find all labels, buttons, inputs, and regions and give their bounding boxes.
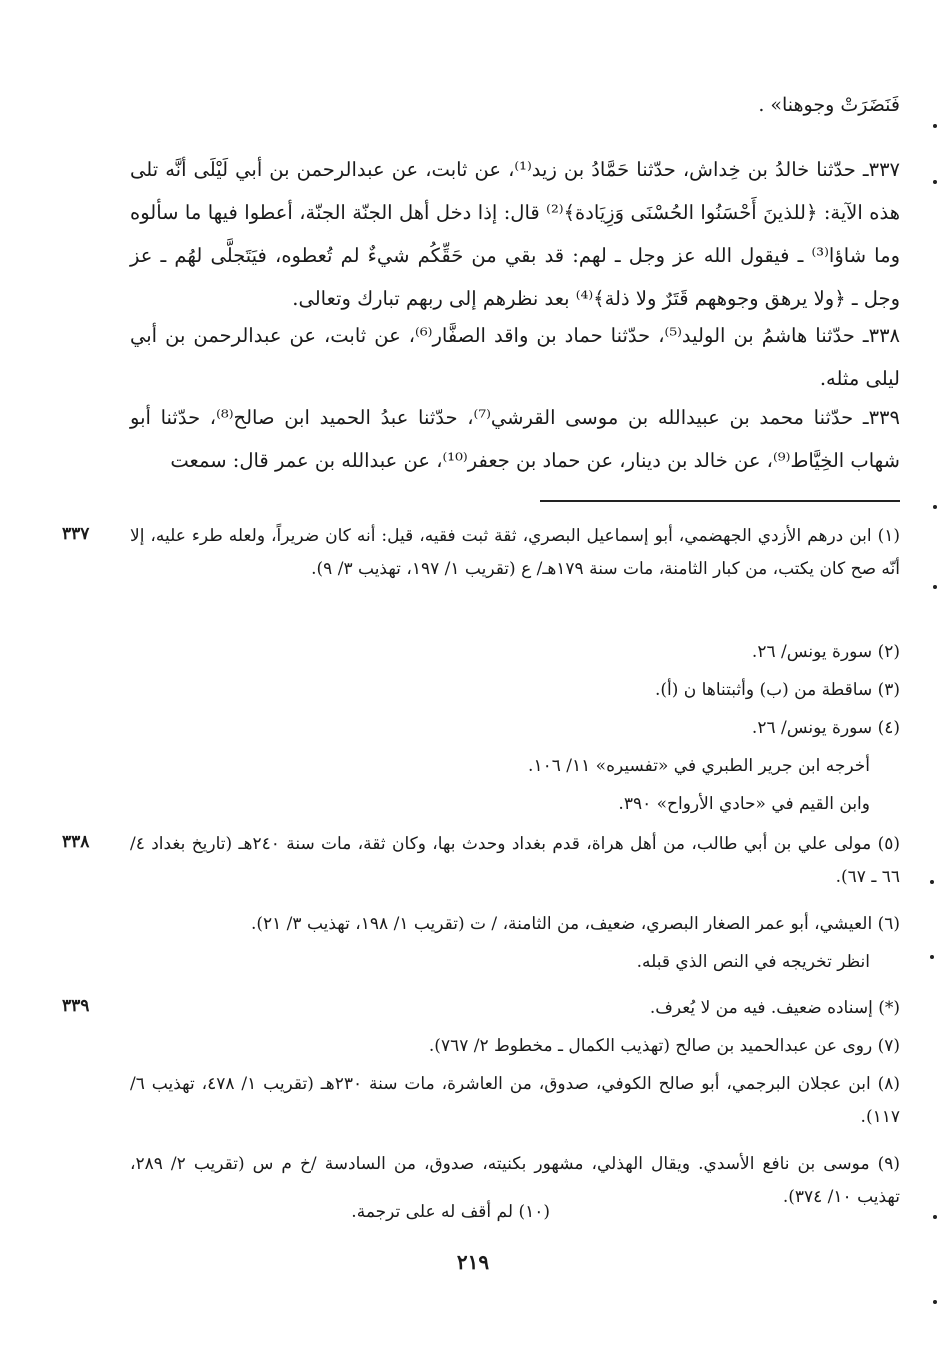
footnote-8: (٨) ابن عجلان البرجمي، أبو صالح الكوفي، صدوق، من العاشرة، مات سنة ٢٣٠هـ (تقريب ١/ ٤٧٨، تهذيب ٦/ ١١٧). xyxy=(130,1074,900,1127)
footnote-2: (٢) سورة يونس/ ٢٦. xyxy=(751,642,900,662)
hadith-338: ٣٣٨ـ حدّثنا هاشمُ بن الوليد⁽⁵⁾، حدّثنا حماد بن واقد الصفَّار⁽⁶⁾، عن ثابت، عن عبدالرحمن بن أبي ليلى مثله. xyxy=(130,324,901,390)
footnote-1: (١) ابن درهم الأزدي الجهضمي، أبو إسماعيل البصري، ثقة ثبت فقيه، قيل: أنه كان ضريراً، ولعله طرء عليه، إلا أنّه صح كان يكتب، من كبار الثامنة، مات سنة ١٧٩هـ/ ع (تقريب ١/ ١٩٧، تهذيب ٣/ ٩). xyxy=(130,526,900,579)
footnote-3: (٣) ساقطة من (ب) وأثبتناها ن (أ). xyxy=(654,680,900,700)
scan-speck xyxy=(930,880,934,884)
footnote-4: (٤) سورة يونس/ ٢٦. xyxy=(751,718,900,738)
scan-speck xyxy=(930,955,934,959)
scan-speck xyxy=(933,1215,937,1219)
scan-speck xyxy=(933,585,937,589)
scan-speck xyxy=(933,180,937,184)
hadith-339: ٣٣٩ـ حدّثنا محمد بن عبيدالله بن موسى القرشي⁽⁷⁾، حدّثنا عبدُ الحميد ابن صالح⁽⁸⁾، حدّثنا أبو شهاب الخِيَّاط⁽⁹⁾، عن خالد بن دينار، عن حماد بن جعفر⁽¹⁰⁾، عن عبدالله بن عمر قال: سمعت xyxy=(130,406,900,472)
margin-number-337: ٣٣٧ xyxy=(62,524,90,544)
footnote-5: (٥) مولى علي بن أبي طالب، من أهل هراة، قدم بغداد وحدث بها، وكان ثقة، مات سنة ٢٤٠هـ (تاريخ بغداد ٤/ ٦٦ ـ ٦٧). xyxy=(130,834,900,887)
footnote-6: (٦) العيشي، أبو عمر الصغار البصري، ضعيف، من الثامنة، / ت (تقريب ١/ ١٩٨، تهذيب ٣/ ٢١). xyxy=(250,914,900,934)
scan-speck xyxy=(933,124,937,128)
page-number: ٢١٩ xyxy=(456,1250,490,1274)
hadith-337: ٣٣٧ـ حدّثنا خالدُ بن خِداش، حدّثنا حَمَّادُ بن زيد⁽¹⁾، عن ثابت، عن عبدالرحمن بن أبي لَيْلَى أنَّه تلى هذه الآية: ﴿للذينَ أَحْسَنُوا الحُسْنَى وَزِيَادة﴾⁽²⁾ قال: إذا دخل أهل الجنّة الجنّة، أعطوا فيها ما سألوه وما شاؤا⁽³⁾ ـ فيقول الله عز وجل ـ لهم: قد بقي من حَقِّكُم شيءٌ لم تُعطوه، فيَتَجلَّى لهُم ـ عز وجل ـ ﴿ولا يرهق وجوههم قَتَرٌ ولا ذلة﴾⁽⁴⁾ بعد نظرهم إلى ربهم تبارك وتعالى. xyxy=(130,158,901,310)
scan-speck xyxy=(933,505,937,509)
footnote-4-note-a: أخرجه ابن جرير الطبري في «تفسيره» ١١/ ١٠٦. xyxy=(528,756,870,776)
footnote-star: (*) إسناده ضعيف. فيه من لا يُعرف. xyxy=(649,998,900,1018)
footnote-6-note: انظر تخريجه في النص الذي قبله. xyxy=(636,952,870,972)
scan-speck xyxy=(933,1300,937,1304)
footnote-9: (٩) موسى بن نافع الأسدي. ويقال الهذلي، مشهور بكنيته، صدوق، من السادسة /خ م س (تقريب ٢/ ٢٨٩، تهذيب ١٠/ ٣٧٤). xyxy=(130,1154,900,1207)
footnote-10: (١٠) لم أقف له على ترجمة. xyxy=(351,1202,550,1222)
footnote-7: (٧) روى عن عبدالحميد بن صالح (تهذيب الكمال ـ مخطوط ٢/ ٧٦٧). xyxy=(428,1036,900,1056)
margin-number-339: ٣٣٩ xyxy=(62,996,90,1016)
footnote-separator xyxy=(540,500,900,502)
footnote-4-note-b: وابن القيم في «حادي الأرواح» ٣٩٠. xyxy=(618,794,870,814)
margin-number-338: ٣٣٨ xyxy=(62,832,90,852)
continuation-line: فَنَضَرَتْ وجوهنا» . xyxy=(758,94,900,116)
